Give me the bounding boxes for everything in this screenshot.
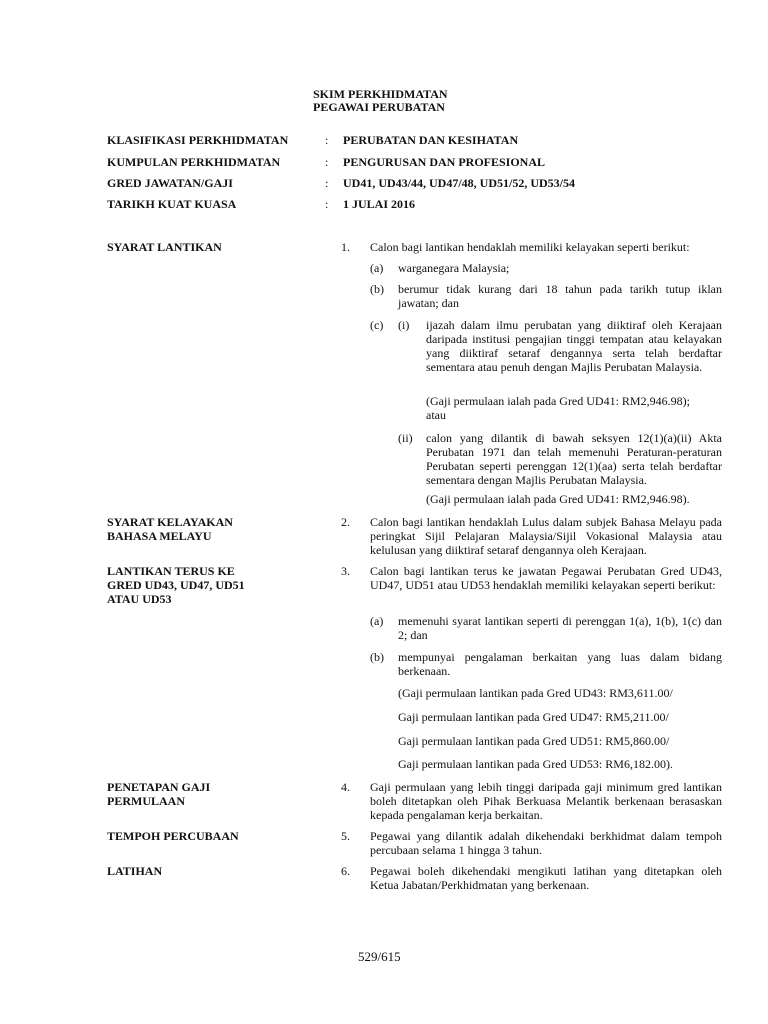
label-kumpulan: KUMPULAN PERKHIDMATAN: [107, 155, 281, 169]
label-line: PENETAPAN GAJI: [107, 780, 211, 794]
title-line-2: PEGAWAI PERUBATAN: [313, 100, 445, 114]
document-title: [313, 88, 448, 114]
section-5-text: Pegawai yang dilantik adalah dikehendaki berkhidmat dalam tempoh percubaan selama 1 hingga 3 tahun.: [370, 829, 722, 857]
section-number: 3.: [341, 564, 350, 578]
colon: :: [325, 133, 329, 147]
item-1c-i-atau: atau: [426, 408, 446, 422]
item-3a: memenuhi syarat lantikan seperti di perenggan 1(a), 1(b), 1(c) dan 2; dan: [398, 614, 722, 642]
item-1c-i-salary: (Gaji permulaan ialah pada Gred UD41: RM2,946.98);: [426, 394, 690, 408]
section-number: 6.: [341, 864, 350, 878]
salary-ud51: Gaji permulaan lantikan pada Gred UD51: RM5,860.00/: [398, 734, 670, 748]
item-1c-ii-salary: (Gaji permulaan ialah pada Gred UD41: RM2,946.98).: [426, 492, 690, 506]
label-klasifikasi: KLASIFIKASI PERKHIDMATAN: [107, 133, 289, 147]
item-1c-ii: calon yang dilantik di bawah seksyen 12(1)(a)(ii) Akta Perubatan 1971 dan telah memenuhi Peraturan-peraturan Perubatan seperti perenggan 12(1)(aa) serta telah berdaftar sementara dengan Majlis Perubatan Malaysia.: [426, 431, 722, 487]
section-3-intro: Calon bagi lantikan terus ke jawatan Pegawai Perubatan Gred UD43, UD47, UD51 atau UD53 hendaklah memiliki kelayakan seperti berikut:: [370, 564, 722, 592]
item-1c-i: ijazah dalam ilmu perubatan yang diiktiraf oleh Kerajaan daripada institusi pengajian tinggi tempatan atau kelayakan yang diiktiraf setaraf dengannya serta telah berdaftar sementara atau penuh dengan Majlis Perubatan Malaysia.: [426, 318, 722, 374]
item-1b: berumur tidak kurang dari 18 tahun pada tarikh tutup iklan jawatan; dan: [398, 282, 722, 310]
subitem-marker: (i): [398, 318, 410, 332]
section-1-intro: Calon bagi lantikan hendaklah memiliki kelayakan seperti berikut:: [370, 240, 690, 254]
section-number: 2.: [341, 515, 350, 529]
section-number: 4.: [341, 780, 350, 794]
label-line: PERMULAAN: [107, 794, 185, 808]
salary-ud53: Gaji permulaan lantikan pada Gred UD53: RM6,182.00).: [398, 757, 673, 771]
item-1a: warganegara Malaysia;: [398, 261, 510, 275]
colon: :: [325, 155, 329, 169]
item-3b: mempunyai pengalaman berkaitan yang luas dalam bidang berkenaan.: [398, 650, 722, 678]
label-syarat-kelayakan-bm: [107, 515, 233, 543]
value-klasifikasi: PERUBATAN DAN KESIHATAN: [343, 133, 519, 147]
colon: :: [325, 197, 329, 211]
page-number: 529/615: [358, 949, 401, 964]
value-gred: UD41, UD43/44, UD47/48, UD51/52, UD53/54: [343, 176, 575, 190]
label-line: ATAU UD53: [107, 592, 172, 606]
item-marker: (a): [370, 261, 384, 275]
section-6-text: Pegawai boleh dikehendaki mengikuti latihan yang ditetapkan oleh Ketua Jabatan/Perkhidmatan yang berkenaan.: [370, 864, 722, 892]
label-line: SYARAT KELAYAKAN: [107, 515, 233, 529]
salary-ud43: (Gaji permulaan lantikan pada Gred UD43: RM3,611.00/: [398, 686, 673, 700]
section-4-text: Gaji permulaan yang lebih tinggi daripada gaji minimum gred lantikan boleh ditetapkan oleh Pihak Berkuasa Melantik berkenaan berasaskan kepada pengalaman kerja berkaitan.: [370, 780, 722, 822]
label-line: GRED UD43, UD47, UD51: [107, 578, 245, 592]
label-line: BAHASA MELAYU: [107, 529, 212, 543]
section-number: 1.: [341, 240, 350, 254]
item-marker: (c): [370, 318, 384, 332]
colon: :: [325, 176, 329, 190]
value-kumpulan: PENGURUSAN DAN PROFESIONAL: [343, 155, 546, 169]
label-line: LANTIKAN TERUS KE: [107, 564, 235, 578]
value-tarikh: 1 JULAI 2016: [343, 197, 416, 211]
salary-ud47: Gaji permulaan lantikan pada Gred UD47: RM5,211.00/: [398, 710, 669, 724]
label-tempoh-percubaan: TEMPOH PERCUBAAN: [107, 829, 239, 843]
item-marker: (b): [370, 650, 384, 664]
label-syarat-lantikan: SYARAT LANTIKAN: [107, 240, 222, 254]
section-number: 5.: [341, 829, 350, 843]
section-2-text: Calon bagi lantikan hendaklah Lulus dalam subjek Bahasa Melayu pada peringkat Sijil Pelajaran Malaysia/Sijil Vokasional Malaysia atau kelulusan yang diiktiraf setaraf dengannya oleh Kerajaan.: [370, 515, 722, 557]
label-lantikan-terus: [107, 564, 245, 606]
item-marker: (b): [370, 282, 384, 296]
title-line-1: SKIM PERKHIDMATAN: [313, 87, 448, 101]
label-tarikh: TARIKH KUAT KUASA: [107, 197, 237, 211]
subitem-marker: (ii): [398, 431, 413, 445]
item-marker: (a): [370, 614, 384, 628]
label-penetapan-gaji: [107, 780, 210, 808]
label-gred: GRED JAWATAN/GAJI: [107, 176, 233, 190]
label-latihan: LATIHAN: [107, 864, 163, 878]
